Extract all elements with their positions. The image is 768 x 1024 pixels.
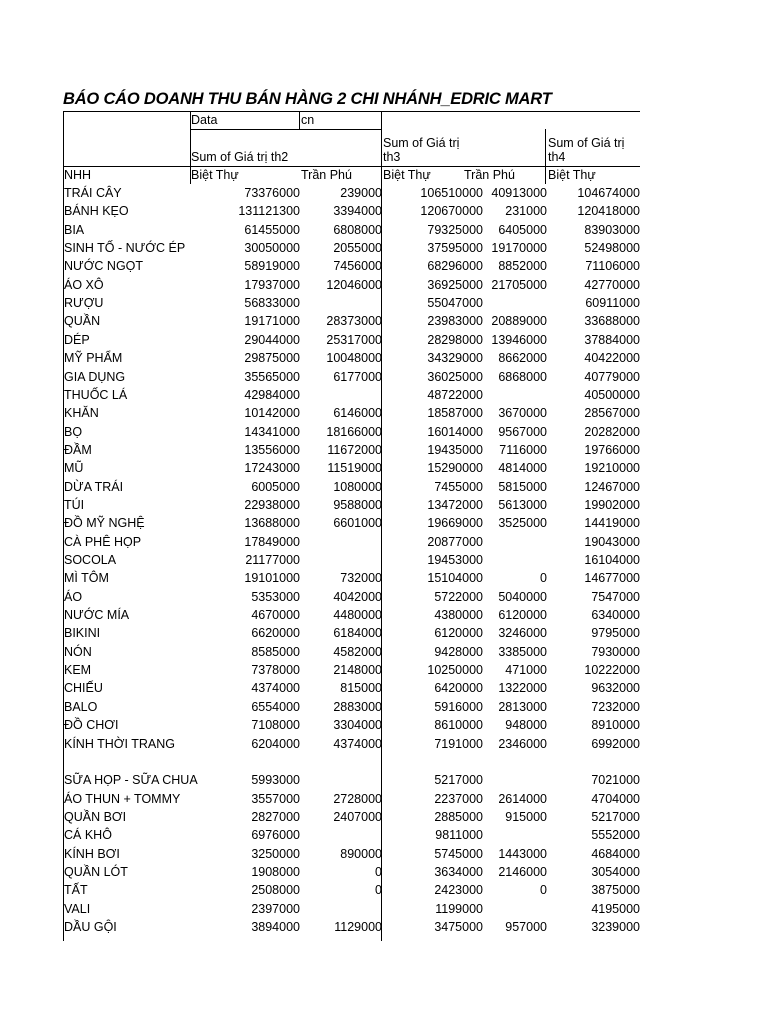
cell-bietthu-th3: 68296000 — [427, 259, 483, 274]
cell-bietthu-th4: 71106000 — [585, 259, 640, 274]
cell-tranphu-th3: 948000 — [505, 718, 547, 733]
cell-bietthu-th2: 29875000 — [244, 351, 300, 366]
cell-tranphu-th3: 2813000 — [498, 699, 547, 714]
cell-tranphu-th3: 5613000 — [498, 497, 547, 512]
cell-bietthu-th2: 29044000 — [244, 332, 300, 347]
cell-bietthu-th4: 60911000 — [585, 296, 640, 311]
cell-tranphu-th3: 4814000 — [498, 461, 547, 476]
table-row — [63, 478, 640, 496]
grid-line-top — [63, 111, 640, 112]
row-label: DÉP — [64, 332, 90, 347]
cell-bietthu-th3: 23983000 — [427, 314, 483, 329]
cell-tranphu-th2: 6601000 — [333, 516, 382, 531]
cell-tranphu-th2: 0 — [375, 864, 382, 879]
cell-bietthu-th2: 7378000 — [251, 663, 300, 678]
cell-bietthu-th3: 20877000 — [427, 534, 483, 549]
cell-bietthu-th3: 19435000 — [427, 442, 483, 457]
cell-tranphu-th3: 2146000 — [498, 864, 547, 879]
table-row — [63, 239, 640, 257]
cell-bietthu-th2: 4670000 — [251, 608, 300, 623]
cell-bietthu-th4: 3875000 — [591, 883, 640, 898]
grid-line-data-row — [190, 129, 381, 130]
row-label: ÁO — [64, 589, 83, 604]
cell-tranphu-th3: 2614000 — [498, 791, 547, 806]
cell-tranphu-th2: 9588000 — [333, 497, 382, 512]
table-row — [63, 624, 640, 642]
cell-tranphu-th3: 957000 — [505, 920, 547, 934]
table-row — [63, 588, 640, 606]
cell-bietthu-th3: 18587000 — [427, 406, 483, 421]
cell-bietthu-th4: 83903000 — [584, 222, 640, 237]
cell-tranphu-th2: 890000 — [340, 846, 382, 861]
col-tranphu-th3: Trần Phú — [464, 168, 515, 182]
cell-bietthu-th2: 131121300 — [238, 204, 300, 219]
cell-bietthu-th3: 8610000 — [434, 718, 483, 733]
cell-tranphu-th3: 3670000 — [498, 406, 547, 421]
cell-bietthu-th4: 4195000 — [591, 901, 640, 916]
cell-tranphu-th3: 21705000 — [491, 277, 547, 292]
row-label: BIKINI — [64, 626, 101, 641]
table-row — [63, 404, 640, 422]
cell-bietthu-th4: 37884000 — [584, 332, 640, 347]
row-label: DỪA TRÁI — [64, 479, 124, 494]
row-label: QUẦN — [64, 314, 101, 329]
cell-tranphu-th2: 6184000 — [333, 626, 382, 641]
cell-bietthu-th4: 8910000 — [591, 718, 640, 733]
cell-tranphu-th2: 239000 — [340, 186, 382, 200]
row-label: CHIẾU — [64, 681, 103, 696]
cell-tranphu-th2: 7456000 — [333, 259, 382, 274]
table-row — [63, 735, 640, 753]
cell-bietthu-th3: 19669000 — [427, 516, 483, 531]
table-row — [63, 514, 640, 532]
table-row — [63, 423, 640, 441]
cell-tranphu-th2: 2407000 — [333, 809, 382, 824]
cell-bietthu-th3: 3475000 — [434, 920, 483, 934]
cell-tranphu-th3: 231000 — [505, 204, 547, 219]
cell-bietthu-th3: 5722000 — [434, 589, 483, 604]
cell-bietthu-th4: 6992000 — [591, 736, 640, 751]
cell-bietthu-th4: 40500000 — [584, 387, 640, 402]
grid-line-sum-row — [63, 166, 640, 167]
row-label: BIA — [64, 222, 85, 237]
cell-bietthu-th2: 21177000 — [245, 553, 300, 567]
row-label: NƯỚC NGỌT — [64, 259, 144, 274]
cell-bietthu-th2: 73376000 — [244, 186, 300, 200]
sum-th3-label-line2: th3 — [383, 150, 401, 164]
cell-tranphu-th2: 2148000 — [333, 663, 382, 678]
table-row — [63, 441, 640, 459]
row-label: CÀ PHÊ HỌP — [64, 534, 142, 549]
row-label: VALI — [64, 901, 91, 916]
cell-bietthu-th3: 4380000 — [434, 608, 483, 623]
cell-tranphu-th2: 6146000 — [333, 406, 382, 421]
cell-bietthu-th4: 19210000 — [584, 461, 640, 476]
table-row — [63, 368, 640, 386]
cell-bietthu-th4: 40422000 — [584, 351, 640, 366]
cell-bietthu-th3: 34329000 — [427, 351, 483, 366]
cn-label: cn — [301, 113, 315, 127]
cell-tranphu-th3: 6120000 — [498, 608, 547, 623]
row-label: ĐỒ CHƠI — [64, 718, 119, 733]
row-label: ÁO THUN + TOMMY — [64, 791, 181, 806]
row-label: RƯỢU — [64, 296, 104, 311]
row-label: CÁ KHÔ — [64, 828, 112, 843]
cell-tranphu-th3: 9567000 — [498, 424, 547, 439]
cell-bietthu-th4: 5552000 — [591, 828, 640, 843]
table-row — [63, 863, 640, 881]
cell-tranphu-th2: 732000 — [340, 571, 382, 586]
table-row — [63, 496, 640, 514]
cell-bietthu-th3: 37595000 — [427, 241, 483, 256]
row-label: KÍNH BƠI — [64, 846, 120, 861]
table-row — [63, 845, 640, 863]
table-row — [63, 771, 640, 789]
sum-th4-label-line2: th4 — [548, 150, 566, 164]
cell-bietthu-th3: 9428000 — [434, 644, 483, 659]
cell-bietthu-th4: 12467000 — [584, 479, 640, 494]
cell-bietthu-th2: 17849000 — [244, 534, 300, 549]
cell-bietthu-th4: 42770000 — [584, 277, 640, 292]
cell-bietthu-th3: 28298000 — [427, 332, 483, 347]
cell-tranphu-th3: 13946000 — [491, 332, 547, 347]
cell-bietthu-th4: 3054000 — [591, 864, 640, 879]
cell-bietthu-th3: 48722000 — [427, 387, 483, 402]
cell-bietthu-th2: 22938000 — [244, 497, 300, 512]
table-row — [63, 202, 640, 220]
cell-bietthu-th3: 15104000 — [427, 571, 483, 586]
cell-tranphu-th2: 3304000 — [333, 718, 382, 733]
cell-bietthu-th2: 14341000 — [244, 424, 300, 439]
cell-bietthu-th2: 6620000 — [251, 626, 300, 641]
row-label: BÁNH KẸO — [64, 204, 129, 219]
cell-bietthu-th2: 6554000 — [251, 699, 300, 714]
cell-bietthu-th3: 55047000 — [427, 296, 483, 311]
cell-bietthu-th2: 56833000 — [244, 296, 300, 311]
table-row — [63, 349, 640, 367]
cell-tranphu-th2: 4042000 — [333, 589, 382, 604]
cell-bietthu-th2: 13556000 — [244, 442, 300, 457]
table-row — [63, 753, 640, 771]
cell-bietthu-th4: 19902000 — [584, 497, 640, 512]
cell-bietthu-th3: 5217000 — [434, 773, 483, 788]
cell-tranphu-th3: 3246000 — [498, 626, 547, 641]
cell-tranphu-th2: 25317000 — [326, 332, 382, 347]
cell-bietthu-th4: 19766000 — [584, 442, 640, 457]
cell-bietthu-th2: 17937000 — [244, 277, 300, 292]
row-label: KHĂN — [64, 406, 99, 421]
cell-tranphu-th2: 28373000 — [326, 314, 382, 329]
cell-bietthu-th3: 3634000 — [434, 864, 483, 879]
cell-bietthu-th3: 13472000 — [427, 497, 483, 512]
table-row — [63, 386, 640, 404]
row-label: NÓN — [64, 644, 92, 659]
row-label: QUẦN LÓT — [64, 864, 128, 879]
cell-bietthu-th4: 4684000 — [591, 846, 640, 861]
cell-bietthu-th2: 2827000 — [251, 809, 300, 824]
cell-bietthu-th4: 19043000 — [584, 534, 640, 549]
cell-bietthu-th2: 2508000 — [251, 883, 300, 898]
cell-tranphu-th3: 6405000 — [498, 222, 547, 237]
cell-bietthu-th4: 14677000 — [584, 571, 640, 586]
grid-line-col-e — [545, 129, 546, 184]
cell-bietthu-th4: 14419000 — [584, 516, 640, 531]
table-row — [63, 533, 640, 551]
cell-bietthu-th4: 16104000 — [584, 553, 640, 567]
cell-bietthu-th2: 17243000 — [244, 461, 300, 476]
sum-th3-label-line1: Sum of Giá trị — [383, 136, 460, 150]
cell-bietthu-th4: 52498000 — [584, 241, 640, 256]
row-label: MŨ — [64, 461, 84, 476]
cell-tranphu-th2: 6808000 — [333, 222, 382, 237]
table-row — [63, 294, 640, 312]
cell-bietthu-th4: 7547000 — [591, 589, 640, 604]
row-label: ÁO XÔ — [64, 277, 104, 292]
cell-bietthu-th2: 8585000 — [251, 644, 300, 659]
cell-tranphu-th2: 3394000 — [333, 204, 382, 219]
cell-bietthu-th4: 7232000 — [591, 699, 640, 714]
cell-tranphu-th2: 4374000 — [333, 736, 382, 751]
cell-bietthu-th3: 16014000 — [427, 424, 483, 439]
cell-tranphu-th2: 2728000 — [333, 791, 382, 806]
cell-bietthu-th4: 9632000 — [591, 681, 640, 696]
cell-bietthu-th2: 10142000 — [244, 406, 300, 421]
cell-tranphu-th3: 20889000 — [491, 314, 547, 329]
cell-tranphu-th2: 1080000 — [333, 479, 382, 494]
pivot-table — [63, 111, 640, 941]
cell-bietthu-th4: 120418000 — [577, 204, 640, 219]
table-row — [63, 826, 640, 844]
cell-bietthu-th2: 19101000 — [244, 571, 300, 586]
table-row — [63, 221, 640, 239]
row-label: NƯỚC MÍA — [64, 608, 130, 623]
cell-tranphu-th2: 11519000 — [327, 461, 382, 476]
row-label: ĐỒ MỸ NGHỆ — [64, 516, 145, 531]
cell-bietthu-th3: 15290000 — [427, 461, 483, 476]
cell-tranphu-th3: 7116000 — [499, 442, 547, 457]
cell-bietthu-th3: 2423000 — [434, 883, 483, 898]
table-row — [63, 698, 640, 716]
cell-bietthu-th3: 36025000 — [427, 369, 483, 384]
table-row — [63, 643, 640, 661]
cell-bietthu-th2: 6005000 — [251, 479, 300, 494]
col-tranphu-th2: Trần Phú — [301, 168, 352, 182]
cell-bietthu-th3: 6120000 — [434, 626, 483, 641]
table-row — [63, 918, 640, 936]
cell-tranphu-th2: 2055000 — [333, 241, 382, 256]
cell-bietthu-th3: 79325000 — [427, 222, 483, 237]
row-label: QUẦN BƠI — [64, 809, 127, 824]
cell-bietthu-th3: 7191000 — [434, 736, 483, 751]
table-row — [63, 881, 640, 899]
cell-tranphu-th3: 8852000 — [498, 259, 547, 274]
cell-tranphu-th3: 471000 — [505, 663, 547, 678]
cell-tranphu-th3: 0 — [540, 883, 547, 898]
cell-bietthu-th2: 19171000 — [244, 314, 300, 329]
cell-bietthu-th2: 3250000 — [251, 846, 300, 861]
cell-bietthu-th4: 7930000 — [591, 644, 640, 659]
cell-tranphu-th3: 1322000 — [498, 681, 547, 696]
row-label: GIA DỤNG — [64, 369, 126, 384]
cell-bietthu-th4: 5217000 — [591, 809, 640, 824]
cell-tranphu-th3: 3385000 — [498, 644, 547, 659]
data-label: Data — [191, 113, 218, 127]
cell-bietthu-th4: 9795000 — [591, 626, 640, 641]
cell-bietthu-th2: 5993000 — [251, 773, 300, 788]
table-row — [63, 661, 640, 679]
cell-bietthu-th4: 33688000 — [584, 314, 640, 329]
cell-bietthu-th3: 5745000 — [434, 846, 483, 861]
cell-tranphu-th3: 5815000 — [498, 479, 547, 494]
cell-bietthu-th4: 3239000 — [591, 920, 640, 934]
table-row — [63, 716, 640, 734]
cell-bietthu-th2: 13688000 — [244, 516, 300, 531]
cell-bietthu-th2: 35565000 — [244, 369, 300, 384]
cell-tranphu-th3: 3525000 — [498, 516, 547, 531]
cell-bietthu-th3: 2237000 — [434, 791, 483, 806]
cell-bietthu-th4: 20282000 — [584, 424, 640, 439]
cell-bietthu-th4: 4704000 — [591, 791, 640, 806]
cell-tranphu-th2: 0 — [375, 883, 382, 898]
cell-bietthu-th2: 6204000 — [251, 736, 300, 751]
cell-bietthu-th2: 58919000 — [244, 259, 300, 274]
cell-tranphu-th3: 915000 — [505, 809, 547, 824]
cell-tranphu-th2: 12046000 — [326, 277, 382, 292]
table-row — [63, 312, 640, 330]
table-row — [63, 331, 640, 349]
cell-bietthu-th3: 36925000 — [427, 277, 483, 292]
table-row — [63, 606, 640, 624]
row-label: TÚI — [64, 497, 85, 512]
cell-bietthu-th2: 6976000 — [251, 828, 300, 843]
grid-line-col-c — [299, 111, 300, 129]
col-bietthu-th4: Biệt Thự — [548, 168, 596, 182]
cell-tranphu-th3: 1443000 — [498, 846, 547, 861]
cell-tranphu-th3: 0 — [540, 571, 547, 586]
cell-tranphu-th2: 815000 — [340, 681, 382, 696]
row-label: MÌ TÔM — [64, 571, 109, 586]
table-row — [63, 790, 640, 808]
cell-bietthu-th2: 1908000 — [251, 864, 300, 879]
cell-bietthu-th2: 4374000 — [251, 681, 300, 696]
row-label: SỮA HỌP - SỮA CHUA — [64, 773, 198, 788]
cell-bietthu-th2: 61455000 — [244, 222, 300, 237]
row-label: DẦU GỘI — [64, 920, 117, 934]
cell-tranphu-th2: 2883000 — [333, 699, 382, 714]
table-row — [63, 551, 640, 569]
cell-bietthu-th2: 30050000 — [244, 241, 300, 256]
table-row — [63, 569, 640, 587]
table-row — [63, 900, 640, 918]
cell-tranphu-th2: 6177000 — [333, 369, 382, 384]
cell-bietthu-th3: 2885000 — [434, 809, 483, 824]
cell-bietthu-th3: 1199000 — [435, 901, 483, 916]
row-label: KEM — [64, 663, 92, 678]
row-label: BỌ — [64, 424, 83, 439]
table-row — [63, 459, 640, 477]
cell-bietthu-th3: 6420000 — [434, 681, 483, 696]
cell-bietthu-th4: 40779000 — [584, 369, 640, 384]
table-row — [63, 679, 640, 697]
cell-bietthu-th4: 6340000 — [591, 608, 640, 623]
cell-tranphu-th2: 4480000 — [333, 608, 382, 623]
cell-bietthu-th2: 2397000 — [251, 901, 300, 916]
cell-bietthu-th2: 3894000 — [251, 920, 300, 934]
row-label: THUỐC LÁ — [64, 387, 128, 402]
row-label: KÍNH THỜI TRANG — [64, 736, 175, 751]
cell-bietthu-th4: 7021000 — [591, 773, 640, 788]
cell-tranphu-th3: 8662000 — [498, 351, 547, 366]
cell-bietthu-th4: 28567000 — [584, 406, 640, 421]
cell-bietthu-th3: 10250000 — [427, 663, 483, 678]
table-row — [63, 808, 640, 826]
cell-bietthu-th4: 10222000 — [584, 663, 640, 678]
cell-bietthu-th2: 5353000 — [251, 589, 300, 604]
cell-bietthu-th3: 120670000 — [420, 204, 483, 219]
col-bietthu-th3: Biệt Thự — [383, 168, 431, 182]
row-label-header: NHH — [64, 168, 92, 182]
row-label: SOCOLA — [64, 553, 117, 567]
cell-bietthu-th3: 5916000 — [434, 699, 483, 714]
cell-tranphu-th2: 4582000 — [333, 644, 382, 659]
table-row — [63, 257, 640, 275]
cell-tranphu-th3: 6868000 — [498, 369, 547, 384]
sum-th2-label: Sum of Giá trị th2 — [191, 150, 289, 164]
cell-tranphu-th3: 2346000 — [498, 736, 547, 751]
cell-bietthu-th3: 106510000 — [420, 186, 483, 200]
cell-tranphu-th2: 10048000 — [326, 351, 382, 366]
cell-tranphu-th2: 1129000 — [334, 920, 382, 934]
cell-bietthu-th2: 7108000 — [251, 718, 300, 733]
cell-bietthu-th2: 42984000 — [244, 387, 300, 402]
row-label: ĐẦM — [64, 442, 92, 457]
cell-bietthu-th4: 104674000 — [577, 186, 640, 200]
table-row — [63, 184, 640, 202]
row-label: MỸ PHẨM — [64, 351, 123, 366]
cell-tranphu-th3: 19170000 — [491, 241, 547, 256]
cell-tranphu-th2: 18166000 — [326, 424, 382, 439]
cell-bietthu-th3: 19453000 — [427, 553, 483, 567]
table-row — [63, 276, 640, 294]
cell-tranphu-th2: 11672000 — [327, 442, 382, 457]
cell-bietthu-th3: 9811000 — [435, 828, 483, 843]
col-bietthu-th2: Biệt Thự — [191, 168, 239, 182]
row-label: TẤT — [64, 883, 88, 898]
cell-tranphu-th3: 40913000 — [491, 186, 547, 200]
cell-tranphu-th3: 5040000 — [498, 589, 547, 604]
sum-th4-label-line1: Sum of Giá trị — [548, 136, 625, 150]
report-title: BÁO CÁO DOANH THU BÁN HÀNG 2 CHI NHÁNH_EDRIC MART — [63, 90, 552, 108]
cell-bietthu-th3: 7455000 — [434, 479, 483, 494]
row-label: SINH TỐ - NƯỚC ÉP — [64, 241, 186, 256]
cell-bietthu-th2: 3557000 — [251, 791, 300, 806]
row-label: BALO — [64, 699, 98, 714]
row-label: TRÁI CÂY — [64, 186, 122, 200]
